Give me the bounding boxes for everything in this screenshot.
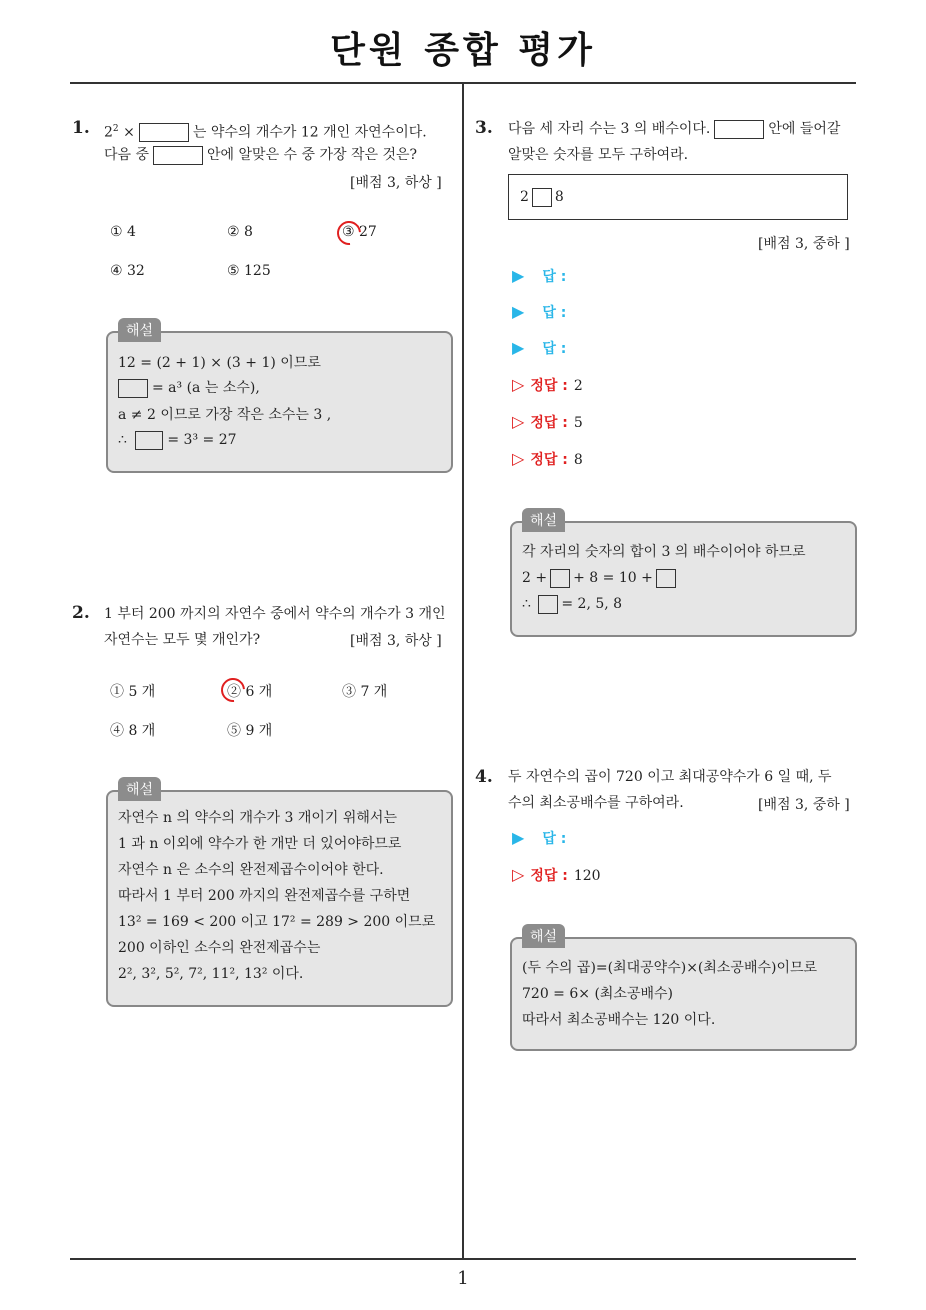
q3-line2: 알맞은 숫자를 모두 구하여라. [508,147,689,163]
q2-line2: 자연수는 모두 몇 개인가? [104,632,261,648]
correct-arrow-icon: ▷ [512,449,525,468]
question-number-4: 4. [475,767,493,787]
question-number-2: 2. [72,603,90,623]
q1-choice-4[interactable]: ④ 32 [110,263,145,279]
q3-correct-row-3: ▷ 정답 : 8 [512,449,583,468]
q3-explanation-tag: 해설 [522,508,565,532]
q1-exp-line4: ∴ = 3³ = 27 [118,432,237,448]
blank-box [135,431,163,450]
q2-choice-1[interactable]: ① 5 개 [110,684,156,700]
q3-correct-row-2: ▷ 정답 : 5 [512,412,583,431]
blank-digit-box [550,569,570,588]
answer-arrow-icon: ▶ [512,338,525,357]
q2-choice-4[interactable]: ④ 8 개 [110,723,156,739]
answer-arrow-icon: ▶ [512,266,525,285]
q1-choice-3[interactable]: ③ 27 [342,224,377,240]
q2-line1: 1 부터 200 까지의 자연수 중에서 약수의 개수가 3 개인 [104,606,446,622]
q4-line2: 수의 최소공배수를 구하여라. [508,795,684,811]
q1-choice-2[interactable]: ② 8 [227,224,253,240]
q4-exp-line1: (두 수의 곱)=(최대공약수)×(최소공배수)이므로 [522,960,818,976]
q3-score: [배점 3, 중하 ] [758,236,850,252]
q4-exp-line2: 720 = 6× (최소공배수) [522,986,673,1002]
q2-exp-line1: 자연수 n 의 약수의 개수가 3 개이기 위해서는 [118,810,397,826]
q3-answer-row-2[interactable]: ▶ 답 : [512,302,567,321]
q2-choice-3[interactable]: ③ 7 개 [342,684,388,700]
q1-score: [배점 3, 하상 ] [350,175,442,191]
q2-exp-line6: 200 이하인 소수의 완전제곱수는 [118,940,321,956]
q3-answer-row-3[interactable]: ▶ 답 : [512,338,567,357]
column-divider [462,84,464,1258]
correct-arrow-icon: ▷ [512,375,525,394]
blank-box [153,146,203,165]
q3-exp-line3: ∴ = 2, 5, 8 [522,596,623,612]
answer-circle-mark [216,673,250,707]
blank-box [714,120,764,139]
q3-line1: 다음 세 자리 수는 3 의 배수이다. 안에 들어갈 [508,121,841,137]
bottom-rule [70,1258,856,1260]
q1-line1: $2^2$ × 는 약수의 개수가 12 개인 자연수이다. [104,124,427,141]
blank-digit-box [532,188,552,207]
q2-choice-2[interactable]: ② 6 개 [227,684,273,700]
page-title: 단원 종합 평가 [330,30,596,71]
blank-digit-box [656,569,676,588]
blank-box [139,123,189,142]
q4-line1: 두 자연수의 곱이 720 이고 최대공약수가 6 일 때, 두 [508,769,832,785]
q1-line2: 다음 중 안에 알맞은 수 중 가장 작은 것은? [104,147,418,163]
q1-explanation-tag: 해설 [118,318,161,342]
q4-explanation-tag: 해설 [522,924,565,948]
q3-number-display: 2 8 [520,189,564,205]
q2-exp-line7: 2², 3², 5², 7², 11², 13² 이다. [118,966,304,982]
question-number-1: 1. [72,118,90,138]
q4-correct-row: ▷ 정답 : 120 [512,865,601,884]
blank-box [118,379,148,398]
q2-explanation-tag: 해설 [118,777,161,801]
q1-exp-line2: = a³ (a 는 소수), [114,378,260,398]
q1-exp-line1: 12 = (2 + 1) × (3 + 1) 이므로 [118,355,321,371]
q2-exp-line5: 13² = 169 < 200 이고 17² = 289 > 200 이므로 [118,914,436,930]
q2-choice-5[interactable]: ⑤ 9 개 [227,723,273,739]
q4-score: [배점 3, 중하 ] [758,797,850,813]
answer-arrow-icon: ▶ [512,828,525,847]
blank-digit-box [538,595,558,614]
q3-exp-line2: 2 + + 8 = 10 + [522,568,679,588]
question-number-3: 3. [475,118,493,138]
answer-circle-mark [332,216,366,250]
q3-answer-row-1[interactable]: ▶ 답 : [512,266,567,285]
correct-arrow-icon: ▷ [512,412,525,431]
q3-correct-row-1: ▷ 정답 : 2 [512,375,583,394]
answer-arrow-icon: ▶ [512,302,525,321]
q2-exp-line4: 따라서 1 부터 200 까지의 완전제곱수를 구하면 [118,888,411,904]
q1-exp-line3: a ≠ 2 이므로 가장 작은 소수는 3 , [118,407,332,423]
q1-choice-1[interactable]: ① 4 [110,224,136,240]
q2-score: [배점 3, 하상 ] [350,633,442,649]
q4-answer-row[interactable]: ▶ 답 : [512,828,567,847]
q3-exp-line1: 각 자리의 숫자의 합이 3 의 배수이어야 하므로 [522,544,806,560]
page-number: 1 [457,1268,469,1289]
q2-exp-line2: 1 과 n 이외에 약수가 한 개만 더 있어야하므로 [118,836,402,852]
q4-exp-line3: 따라서 최소공배수는 120 이다. [522,1012,716,1028]
q1-choice-5[interactable]: ⑤ 125 [227,263,271,279]
correct-arrow-icon: ▷ [512,865,525,884]
q2-exp-line3: 자연수 n 은 소수의 완전제곱수이어야 한다. [118,862,384,878]
